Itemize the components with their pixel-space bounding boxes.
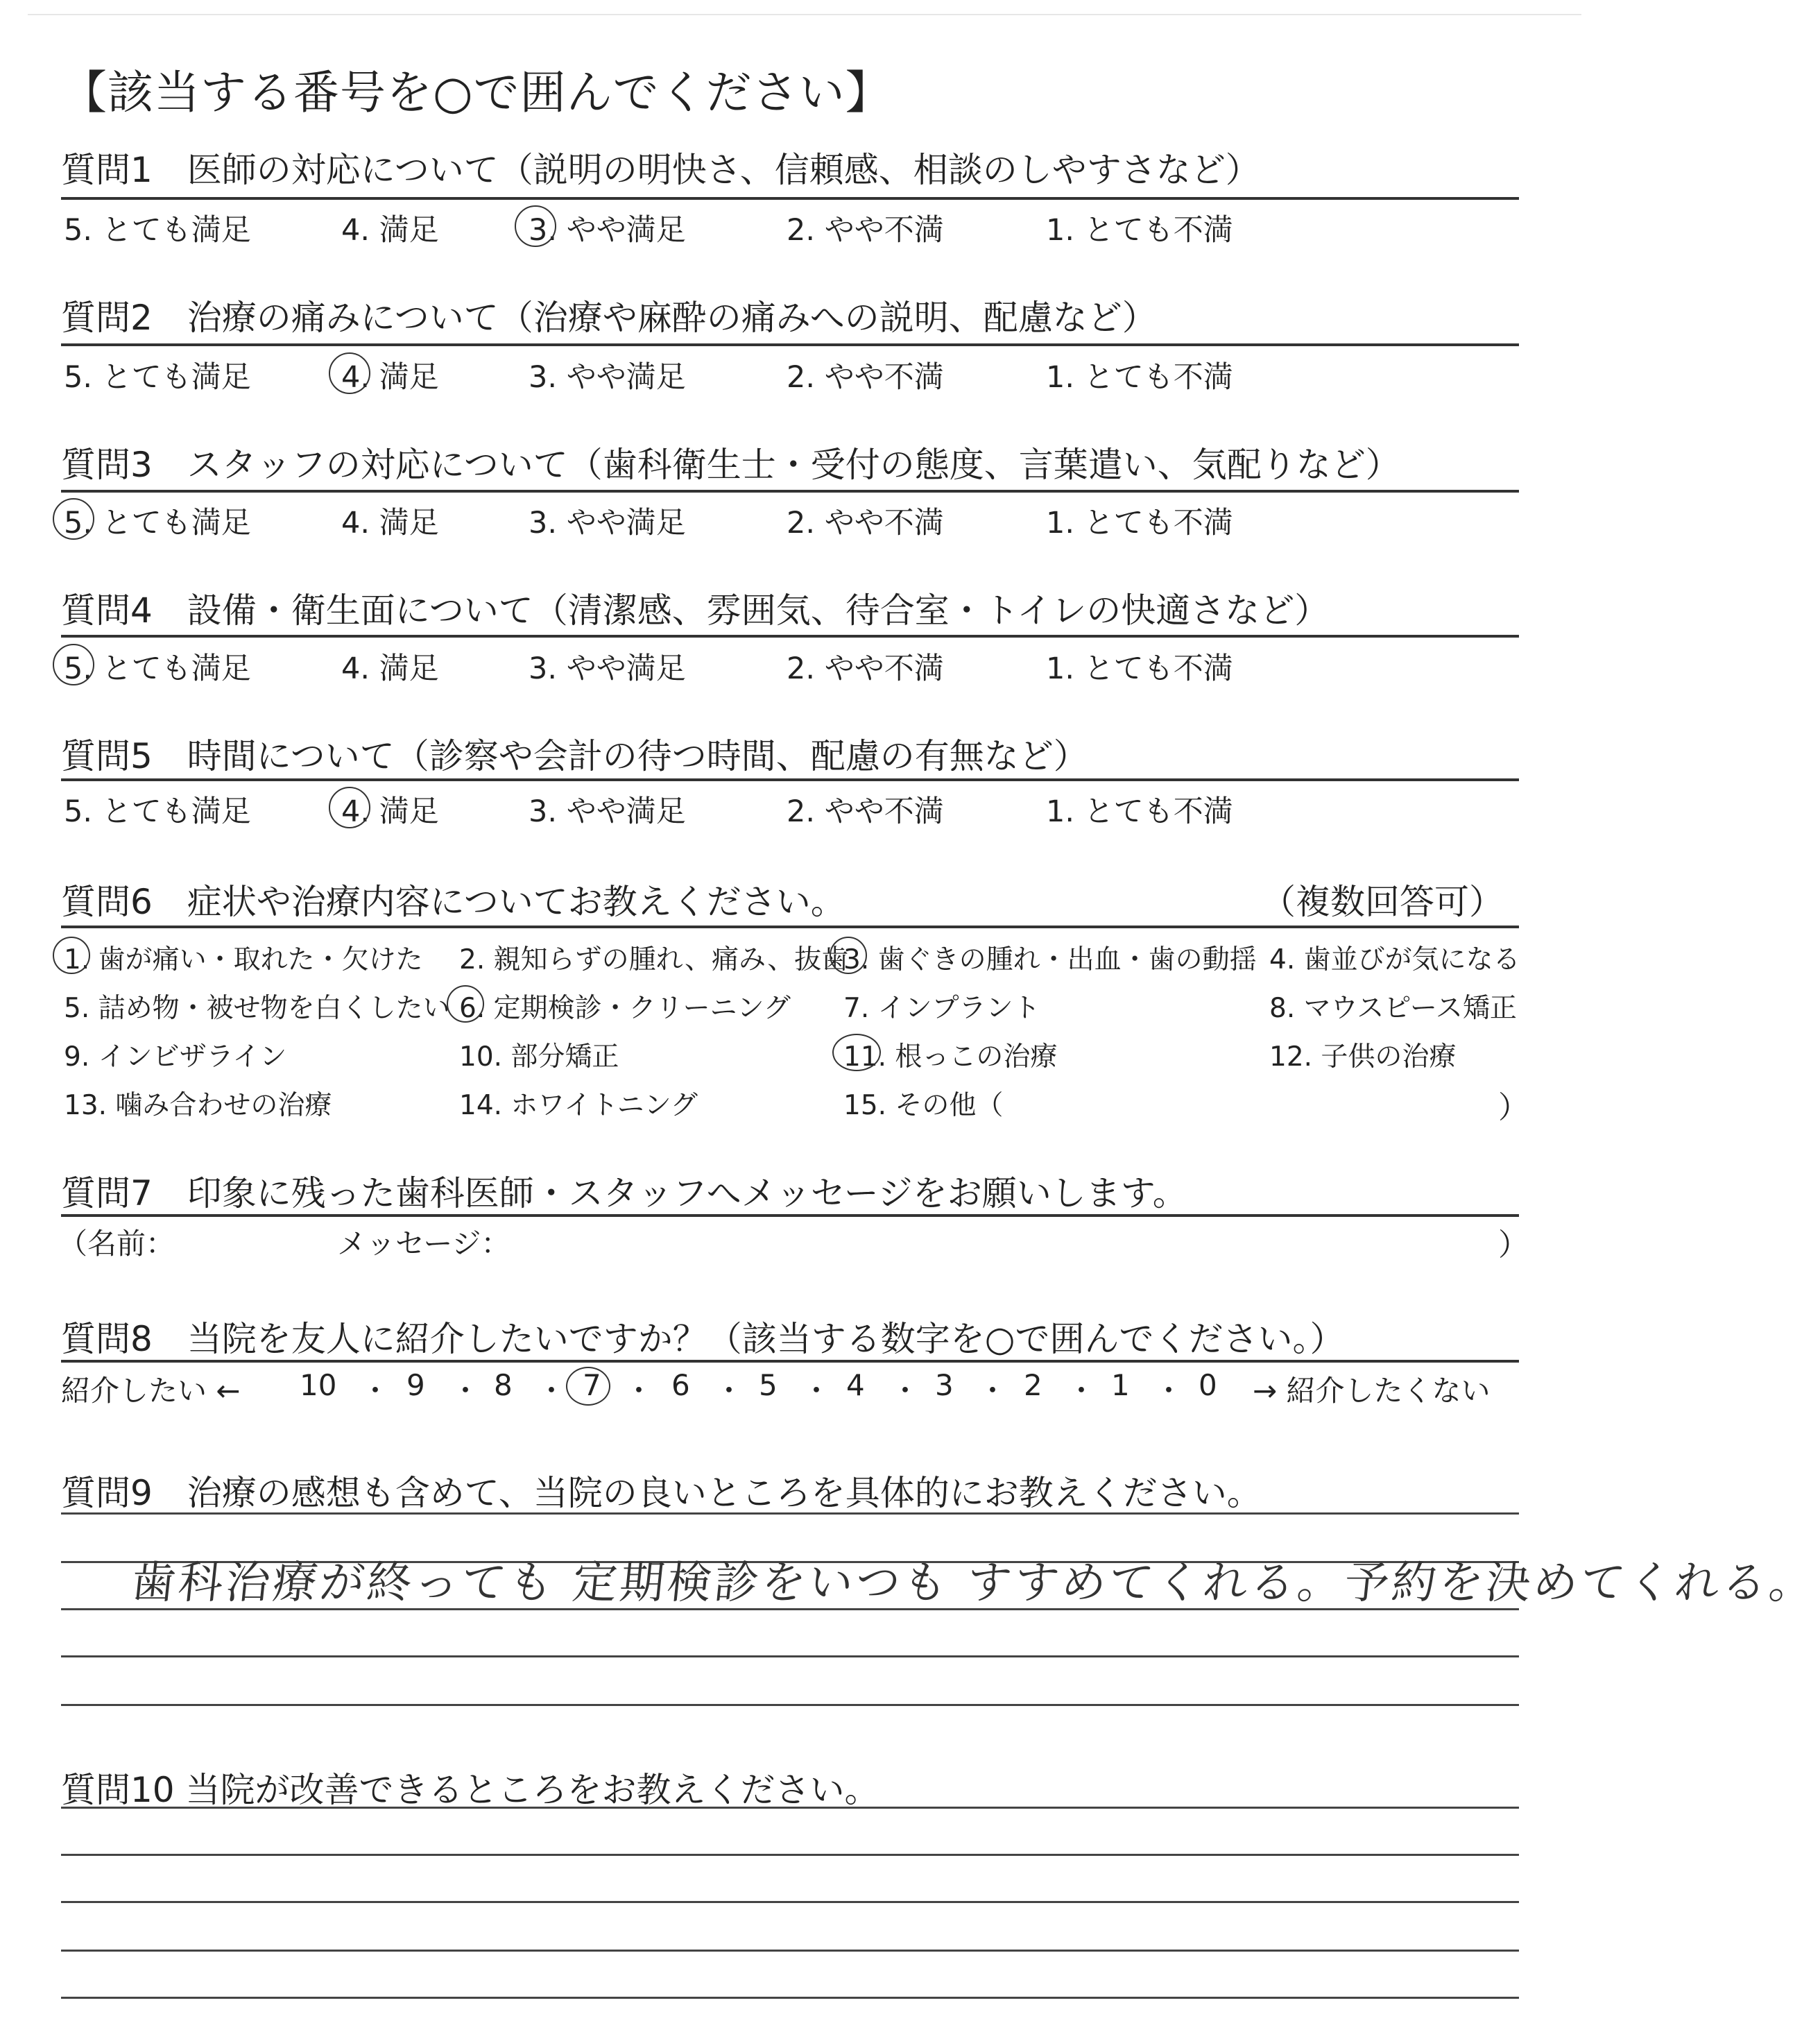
q5-title: 質問5 時間について（診察や会計の待つ時間、配慮の有無など） (61, 736, 1088, 776)
q1-option-4[interactable]: 4. 満足 (341, 213, 439, 248)
q8-rule (61, 1360, 1519, 1363)
q8-separator: ・ (1067, 1374, 1097, 1408)
q6-option-3[interactable]: 3. 歯ぐきの腫れ・出血・歯の動揺 (843, 944, 1257, 975)
q1-title: 質問1 医師の対応について（説明の明快さ、信頼感、相談のしやすさなど） (61, 150, 1260, 190)
q1-option-5[interactable]: 5. とても満足 (64, 213, 251, 248)
q6-option-10[interactable]: 10. 部分矯正 (459, 1041, 619, 1073)
q6-option-5[interactable]: 5. 詰め物・被せ物を白くしたい (64, 993, 450, 1024)
q6-option-8[interactable]: 8. マウスピース矯正 (1269, 993, 1517, 1024)
q2-selected-circle (329, 352, 370, 394)
q8-score-1[interactable]: 1 (1111, 1368, 1130, 1402)
q4-option-5[interactable]: 5. とても満足 (64, 651, 251, 686)
q6-selected-circle-3 (830, 937, 867, 974)
q3-selected-circle (53, 498, 94, 540)
q10-write-line (61, 1997, 1519, 1999)
q4-selected-circle (53, 644, 94, 685)
q8-selected-circle (566, 1367, 610, 1406)
q1-option-3[interactable]: 3. やや満足 (529, 213, 686, 248)
form-instruction: 【該当する番号を○で囲んでください】 (61, 66, 892, 119)
q6-option-14[interactable]: 14. ホワイトニング (459, 1090, 698, 1121)
q8-score-8[interactable]: 8 (494, 1368, 513, 1402)
q2-option-1[interactable]: 1. とても不満 (1046, 360, 1233, 395)
q4-option-4[interactable]: 4. 満足 (341, 651, 439, 686)
q6-option-9[interactable]: 9. インビザライン (64, 1041, 287, 1073)
q6-option-7[interactable]: 7. インプラント (843, 993, 1040, 1024)
q8-score-0[interactable]: 0 (1199, 1368, 1217, 1402)
q5-selected-circle (329, 787, 370, 828)
q9-write-line (61, 1655, 1519, 1657)
q2-option-4[interactable]: 4. 満足 (341, 360, 439, 395)
q5-option-1[interactable]: 1. とても不満 (1046, 794, 1233, 829)
q2-option-2[interactable]: 2. やや不満 (787, 360, 944, 395)
q1-option-1[interactable]: 1. とても不満 (1046, 213, 1233, 248)
q8-score-10[interactable]: 10 (300, 1368, 337, 1402)
q8-score-9[interactable]: 9 (406, 1368, 425, 1402)
q3-option-1[interactable]: 1. とても不満 (1046, 506, 1233, 540)
q6-title-text: 質問6 症状や治療内容についてお教えください。 (61, 882, 845, 922)
q8-score-6[interactable]: 6 (671, 1368, 690, 1402)
q3-option-2[interactable]: 2. やや不満 (787, 506, 944, 540)
q6-other-close-paren: ） (1498, 1090, 1529, 1125)
q6-option-15[interactable]: 15. その他（ (843, 1090, 1004, 1121)
q4-option-3[interactable]: 3. やや満足 (529, 651, 686, 686)
q5-option-3[interactable]: 3. やや満足 (529, 794, 686, 829)
q7-close-paren: ） (1498, 1227, 1529, 1263)
q8-score-3[interactable]: 3 (935, 1368, 954, 1402)
q4-option-1[interactable]: 1. とても不満 (1046, 651, 1233, 686)
q6-selected-circle-11 (832, 1034, 881, 1071)
q3-option-5[interactable]: 5. とても満足 (64, 506, 251, 540)
q1-rule (61, 197, 1519, 200)
q6-selected-circle-6 (447, 985, 484, 1023)
q10-write-line (61, 1950, 1519, 1952)
q8-separator: ・ (451, 1374, 481, 1408)
q8-score-7[interactable]: 7 (583, 1368, 601, 1402)
q10-write-line (61, 1807, 1519, 1809)
q8-score-4[interactable]: 4 (846, 1368, 865, 1402)
q4-title: 質問4 設備・衛生面について（清潔感、雰囲気、待合室・トイレの快適さなど） (61, 590, 1330, 631)
q7-message-label: メッセージ： (337, 1227, 510, 1261)
q6-title (61, 874, 1519, 924)
q8-score-5[interactable]: 5 (759, 1368, 778, 1402)
q2-option-3[interactable]: 3. やや満足 (529, 360, 686, 395)
q10-title: 質問10 当院が改善できるところをお教えください。 (61, 1770, 879, 1810)
q1-selected-circle (515, 205, 556, 247)
q6-option-12[interactable]: 12. 子供の治療 (1269, 1041, 1457, 1073)
q8-separator: ・ (802, 1374, 832, 1408)
q8-separator: ・ (714, 1374, 744, 1408)
q9-write-line (61, 1704, 1519, 1706)
q6-option-4[interactable]: 4. 歯並びが気になる (1269, 944, 1520, 975)
q6-selected-circle-1 (53, 937, 90, 974)
q3-rule (61, 490, 1519, 493)
q3-title: 質問3 スタッフの対応について（歯科衛生士・受付の態度、言葉遣い、気配りなど） (61, 445, 1400, 485)
q2-title: 質問2 治療の痛みについて（治療や麻酔の痛みへの説明、配慮など） (61, 298, 1157, 338)
q8-title: 質問8 当院を友人に紹介したいですか？（該当する数字を○で囲んでください。） (61, 1319, 1345, 1359)
q8-separator: ・ (361, 1374, 390, 1408)
q5-option-2[interactable]: 2. やや不満 (787, 794, 944, 829)
q1-option-2[interactable]: 2. やや不満 (787, 213, 944, 248)
q6-option-13[interactable]: 13. 噛み合わせの治療 (64, 1090, 332, 1121)
top-border (28, 14, 1581, 15)
q2-option-5[interactable]: 5. とても満足 (64, 360, 251, 395)
q3-option-4[interactable]: 4. 満足 (341, 506, 439, 540)
q2-rule (61, 343, 1519, 346)
q8-separator: ・ (1154, 1374, 1184, 1408)
q4-option-2[interactable]: 2. やや不満 (787, 651, 944, 686)
q7-name-label: （名前： (58, 1227, 175, 1261)
q5-rule (61, 778, 1519, 781)
q6-option-6[interactable]: 6. 定期検診・クリーニング (459, 993, 791, 1024)
q6-rule (61, 926, 1519, 928)
q4-rule (61, 635, 1519, 638)
q7-title: 質問7 印象に残った歯科医師・スタッフへメッセージをお願いします。 (61, 1173, 1187, 1213)
q8-separator: ・ (624, 1374, 654, 1408)
q8-separator: ・ (891, 1374, 920, 1408)
q7-rule (61, 1214, 1519, 1217)
q8-right-label: → 紹介したくない (1253, 1374, 1491, 1408)
q6-option-1[interactable]: 1. 歯が痛い・取れた・欠けた (64, 944, 423, 975)
q9-title: 質問9 治療の感想も含めて、当院の良いところを具体的にお教えください。 (61, 1473, 1262, 1513)
q10-write-line (61, 1901, 1519, 1903)
q8-separator: ・ (978, 1374, 1008, 1408)
q5-option-4[interactable]: 4. 満足 (341, 794, 439, 829)
q8-separator: ・ (537, 1374, 567, 1408)
q10-write-line (61, 1854, 1519, 1856)
q8-score-2[interactable]: 2 (1024, 1368, 1042, 1402)
q9-handwritten-answer: 歯科治療が終っても 定期検診をいつも すすめてくれる。予約を決めてくれる。 (128, 1558, 1819, 1609)
q6-option-2[interactable]: 2. 親知らずの腫れ、痛み、抜歯 (459, 944, 849, 975)
q9-write-line (61, 1512, 1519, 1515)
q6-option-11[interactable]: 11. 根っこの治療 (843, 1041, 1058, 1073)
q6-multiple-note: （複数回答可） (1261, 882, 1504, 922)
q8-left-label: 紹介したい ← (61, 1374, 241, 1408)
q5-option-5[interactable]: 5. とても満足 (64, 794, 251, 829)
q3-option-3[interactable]: 3. やや満足 (529, 506, 686, 540)
